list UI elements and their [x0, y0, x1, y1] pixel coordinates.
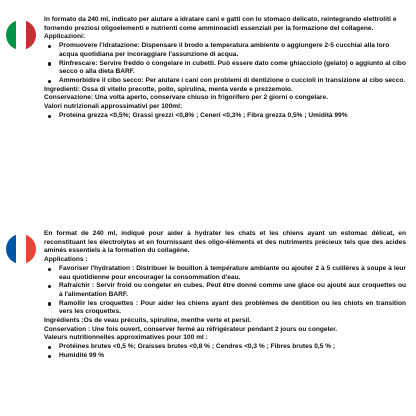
list-item: Ammorbidire il cibo secco: Per aiutare i cani con problemi di dentizione o cuccioli in transizione al cibo secco. — [44, 77, 406, 86]
flag-stripe — [6, 234, 16, 264]
list-item: Favoriser l'hydratation : Distribuer le bouillon à température ambiante ou ajouter 2 à 5 cuillères à soupe à leur eau quotidienne pour encourager la consommation d'eau. — [44, 265, 406, 282]
nutrition-list — [44, 343, 406, 360]
ingredients-text: Ingrédients :Os de veau précuits, spiruline, menthe verte et persil. — [44, 317, 252, 325]
list-item: Promuovere l'idratazione: Dispensare il brodo a temperatura ambiente o aggiungere 2-5 cucchiai alla loro acqua quotidiana per incoraggiare l'assunzione di acqua. — [44, 42, 406, 59]
applications-list — [44, 265, 406, 317]
list-item: Protéines brutes <0,5 %; Graisses brutes <0,8 % ; Cendres <0,3 % ; Fibres brutes 0,5 % ; — [44, 343, 406, 352]
nutrition-title: Valeurs nutritionnelles approximatives pour 100 ml : — [44, 334, 208, 342]
list-item: Ramollir les croquettes : Pour aider les chiens ayant des problèmes de dentition ou les chiots en transition vers les croquettes. — [44, 300, 406, 317]
nutrition-title: Valori nutrizionali approssimativi per 100ml: — [44, 103, 183, 111]
list-item: Proteina grezza <0,5%; Grassi grezzi <0,8% ; Ceneri <0,3% ; Fibra grezza 0,5% ; Umidità 99% — [44, 112, 406, 121]
italian-description — [44, 16, 406, 120]
list-item: Rafraîchir : Servir froid ou congeler en cubes. Peut être donné comme une glace ou ajouté aux croquettes ou à l'alimentation BARF. — [44, 282, 406, 299]
intro-text: En format de 240 ml, indiqué pour aider à hydrater les chats et les chiens ayant un estomac délicat, en reconstituant les électrolytes et en fournissant des oligo-éléments et des nutriments précieux tels que des acides aminés essentiels à la formation du collagène. — [44, 230, 406, 255]
italian-section — [0, 10, 416, 190]
france-flag-icon — [6, 234, 36, 264]
flag-stripe — [26, 234, 36, 264]
nutrition-list — [44, 112, 406, 121]
flag-stripe — [6, 20, 16, 50]
french-description — [44, 230, 406, 361]
applications-title: Applicazioni: — [44, 33, 86, 41]
flag-stripe — [16, 20, 26, 50]
storage-text: Conservazione: Una volta aperto, conservare chiuso in frigorifero per 2 giorni o congelare. — [44, 94, 328, 102]
storage-text: Conservation : Une fois ouvert, conserver fermé au réfrigérateur pendant 2 jours ou congeler. — [44, 325, 338, 333]
italy-flag-icon — [6, 20, 36, 50]
list-item: Rinfrescare: Servire freddo o congelare in cubetti. Può essere dato come ghiacciolo (gelato) o aggiunto al cibo secco o alla dieta BARF. — [44, 60, 406, 77]
intro-text: In formato da 240 ml, indicato per aiutare a idratare cani e gatti con lo stomaco delicato, reintegrando elettroliti e fornendo preziosi oligoelementi e nutrienti come amminoacidi essenziali per la formazione del collagene. — [44, 16, 397, 32]
flag-stripe — [26, 20, 36, 50]
applications-title: Applications : — [44, 256, 88, 264]
list-item: Humidité 99 % — [44, 352, 406, 361]
flag-stripe — [16, 234, 26, 264]
applications-list — [44, 42, 406, 86]
ingredients-text: Ingredienti: Ossa di vitello precotte, pollo, spirulina, menta verde e prezzemolo. — [44, 85, 293, 93]
french-section — [0, 224, 416, 412]
